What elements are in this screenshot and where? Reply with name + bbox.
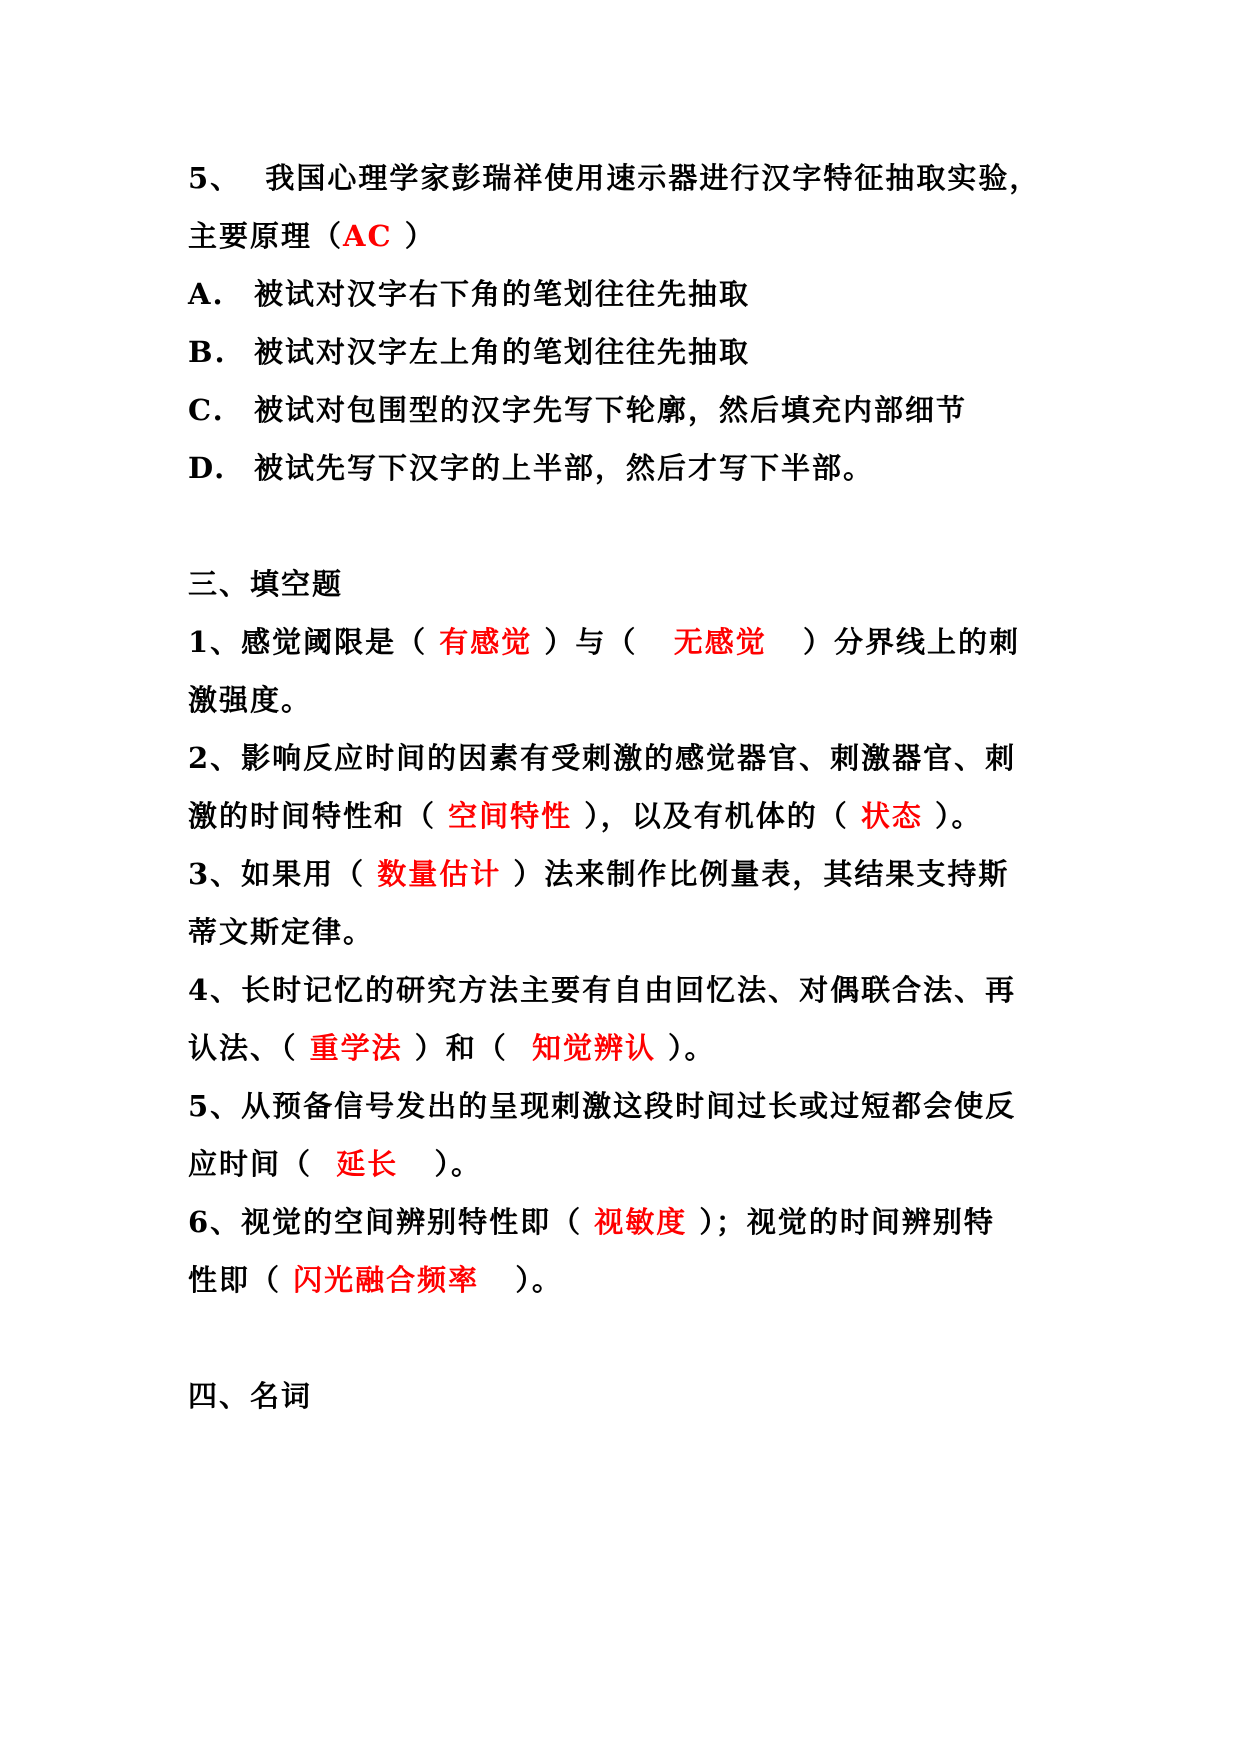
option-a [188,276,1088,312]
option-b [188,334,1088,370]
answer-text: 无感觉 [673,625,767,659]
answer-text: 重学法 [309,1031,403,1065]
section-title: 三、填空题 [188,567,344,601]
question-text: ）。 [922,799,983,833]
question-text: ）。 [422,1147,483,1181]
option-text: 被试对包围型的汉字先写下轮廓，然后填充内部细节 [254,393,968,427]
blank-question-2 [188,740,1088,776]
section-fill-in-blanks [188,566,1088,1298]
option-label: A. [188,277,225,311]
question-text: ），以及有机体的（ [572,799,861,833]
answer-text: 有感觉 [439,625,533,659]
question-text: 6、视觉的空间辨别特性即（ [188,1205,595,1239]
answer-text: 延长 [336,1147,399,1181]
question-text: ）。 [503,1263,563,1297]
question-text: 激的时间特性和（ [188,799,449,833]
blank-question-6-cont [188,1262,1088,1298]
answer-text: 数量估计 [377,857,502,891]
question-5-line-1 [188,160,1088,196]
blank-question-5-cont [188,1146,1088,1182]
blank-question-3-cont [188,914,1088,950]
answer-text: 空间特性 [448,799,573,833]
question-5 [188,160,1088,486]
question-text: ）分界线上的刺 [790,625,1021,659]
option-c [188,392,1088,428]
question-text: ）法来制作比例量表，其结果支持斯 [501,857,1010,891]
answer-text: 知觉辨认 [531,1031,656,1065]
blank-question-3 [188,856,1088,892]
blank-question-2-cont [188,798,1088,834]
question-number: 5、 [188,161,242,195]
question-text: ）与（ [532,625,650,659]
option-d [188,450,1088,486]
option-text: 被试先写下汉字的上半部，然后才写下半部。 [254,451,875,485]
blank-question-1 [188,624,1088,660]
question-text: ）。 [655,1031,716,1065]
question-text: 1、感觉阈限是（ [188,625,440,659]
answer-text: 视敏度 [594,1205,688,1239]
answer-text: 闪光融合频率 [293,1263,480,1297]
question-text: ）和（ [402,1031,520,1065]
question-text: ） [392,219,436,253]
section-terms [188,1378,1088,1414]
blank-question-4-cont [188,1030,1088,1066]
document-page [188,160,1088,1414]
section-title: 四、名词 [188,1379,313,1413]
question-text: 性即（ [188,1263,294,1297]
option-label: D. [188,451,227,485]
blank-question-1-cont [188,682,1088,718]
question-text: 主要原理（ [188,219,344,253]
question-text: 我国心理学家彭瑞祥使用速示器进行汉字特征抽取实验， [265,161,1041,195]
question-text: 4、长时记忆的研究方法主要有自由回忆法、对偶联合法、再 [188,973,1017,1007]
answer-text: 状态 [860,799,923,833]
question-text: 蒂文斯定律。 [188,915,375,949]
question-text: 激强度。 [188,683,313,717]
option-label: B. [188,335,227,369]
option-text: 被试对汉字右下角的笔划往往先抽取 [254,277,751,311]
answer-text: AC [343,219,393,253]
blank-question-5 [188,1088,1088,1124]
question-text: 认法、（ [188,1031,310,1065]
question-text: 3、如果用（ [188,857,378,891]
question-text: 2、影响反应时间的因素有受刺激的感觉器官、刺激器官、刺 [188,741,1017,775]
question-5-line-2 [188,218,1088,254]
question-text: 应时间（ [188,1147,325,1181]
question-text: 5、从预备信号发出的呈现刺激这段时间过长或过短都会使反 [188,1089,1017,1123]
blank-question-4 [188,972,1088,1008]
blank-question-6 [188,1204,1088,1240]
option-text: 被试对汉字左上角的笔划往往先抽取 [254,335,751,369]
question-text: ）；视觉的时间辨别特 [687,1205,995,1239]
option-label: C. [188,393,225,427]
